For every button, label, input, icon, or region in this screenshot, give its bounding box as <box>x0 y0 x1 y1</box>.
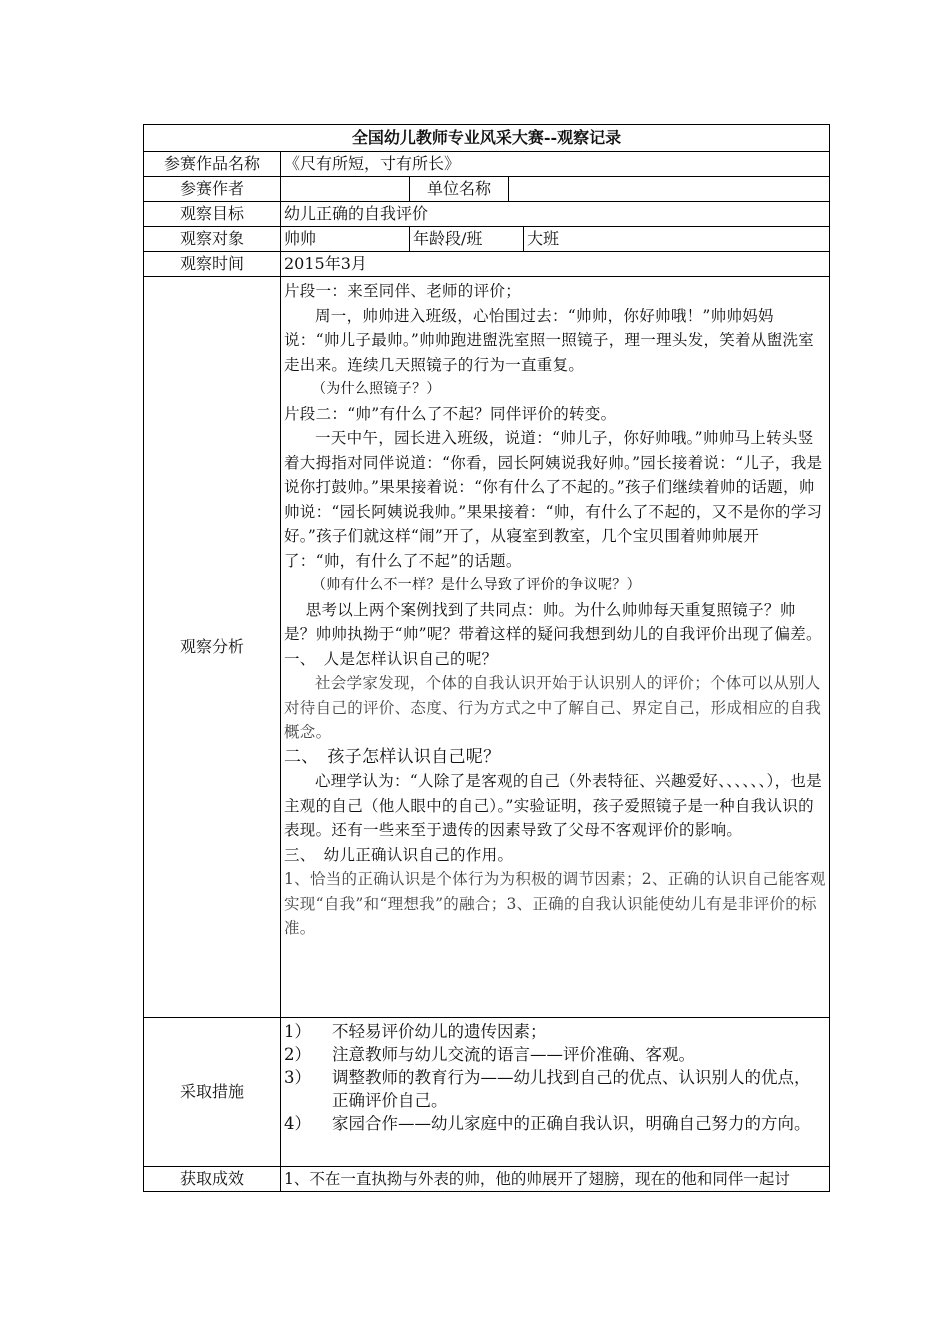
measure-text: 调整教师的教育行为——幼儿找到自己的优点、认识别人的优点，正确评价自己。 <box>332 1068 811 1110</box>
work-name-label: 参赛作品名称 <box>144 152 281 177</box>
author-value <box>281 177 410 202</box>
time-value: 2015年3月 <box>281 252 830 277</box>
analysis-paragraph: 周一，帅帅进入班级，心怡围过去：“帅帅，你好帅哦！”帅帅妈妈说：“帅儿子最帅。”帅帅跑进盥洗室照一照镜子，理一理头发，笑着从盥洗室走出来。连续几天照镜子的行为一直重复。 <box>284 306 815 374</box>
measure-item <box>284 1066 826 1112</box>
form-title: 全国幼儿教师专业风采大赛--观察记录 <box>144 125 830 152</box>
author-label: 参赛作者 <box>144 177 281 202</box>
observation-record-table <box>143 124 830 1192</box>
analysis-paragraph: 1、恰当的正确认识是个体行为为积极的调节因素；2、正确的认识自己能客观实现“自我”和“理想我”的融合；3、正确的自我认识能使幼儿有是非评价的标准。 <box>284 870 826 937</box>
measure-text: 注意教师与幼儿交流的语言——评价准确、客观。 <box>332 1045 695 1064</box>
measure-item <box>284 1043 826 1066</box>
analysis-note: （为什么照镜子？） <box>312 381 441 397</box>
goal-value: 幼儿正确的自我评价 <box>281 202 830 227</box>
analysis-note: （帅有什么不一样？是什么导致了评价的争议呢？） <box>312 577 641 593</box>
measure-number: 4） <box>284 1114 311 1133</box>
analysis-paragraph: 片段一：来至同伴、老师的评价； <box>284 282 522 300</box>
grade-label: 年龄段/班 <box>410 227 524 252</box>
results-content: 1、不在一直执拗与外表的帅，他的帅展开了翅膀，现在的他和同伴一起讨 <box>281 1167 830 1192</box>
analysis-paragraph: 心理学认为：“人除了是客观的自己（外表特征、兴趣爱好、、、、、、），也是主观的自己（他人眼中的自己）。”实验证明，孩子爱照镜子是一种自我认识的表现。还有一些来至于遗传的因素导致了父母不客观评价的影响。 <box>284 772 822 839</box>
measures-label: 采取措施 <box>144 1018 281 1167</box>
analysis-paragraph: 社会学家发现，个体的自我认识开始于认识别人的评价；个体可以从别人对待自己的评价、态度、行为方式之中了解自己、界定自己，形成相应的自我概念。 <box>284 674 822 741</box>
analysis-heading: 三、 幼儿正确认识自己的作用。 <box>284 845 514 864</box>
work-name-value: 《尺有所短，寸有所长》 <box>281 152 830 177</box>
results-label: 获取成效 <box>144 1167 281 1192</box>
analysis-paragraph: 片段二：“帅”有什么了不起？同伴评价的转变。 <box>284 404 617 423</box>
measure-number: 1） <box>284 1022 311 1041</box>
measure-text: 不轻易评价幼儿的遗传因素； <box>332 1022 547 1041</box>
measure-number: 3） <box>284 1068 311 1087</box>
object-value: 帅帅 <box>281 227 410 252</box>
object-label: 观察对象 <box>144 227 281 252</box>
measures-content <box>281 1018 830 1167</box>
analysis-content <box>281 277 830 1018</box>
analysis-paragraph: 一天中午，园长进入班级，说道：“帅儿子，你好帅哦。”帅帅马上转头竖着大拇指对同伴说道：“你看，园长阿姨说我好帅。”园长接着说：“儿子，我是说你打鼓帅。”果果接着说：“你有什么了不起的。”孩子们继续着帅的话题，帅帅说：“园长阿姨说我帅。”果果接着：“帅，有什么了不起的，又不是你的学习好。”孩子们就这样“闹”开了，从寝室到教室，几个宝贝围着帅帅展开了：“帅，有什么了不起”的话题。 <box>284 429 823 570</box>
unit-label: 单位名称 <box>410 177 509 202</box>
analysis-heading: 二、 孩子怎样认识自己呢？ <box>284 746 501 767</box>
analysis-heading: 一、 人是怎样认识自己的呢？ <box>284 649 498 668</box>
measure-item <box>284 1020 826 1043</box>
time-label: 观察时间 <box>144 252 281 277</box>
measure-text: 家园合作——幼儿家庭中的正确自我认识，明确自己努力的方向。 <box>332 1114 811 1133</box>
measure-number: 2） <box>284 1045 311 1064</box>
grade-value: 大班 <box>524 227 830 252</box>
measure-item <box>284 1112 826 1135</box>
unit-value <box>509 177 830 202</box>
analysis-label: 观察分析 <box>144 277 281 1018</box>
analysis-paragraph: 思考以上两个案例找到了共同点：帅。为什么帅帅每天重复照镜子？帅是？帅帅执拗于“帅”呢？带着这样的疑问我想到幼儿的自我评价出现了偏差。 <box>284 600 822 643</box>
goal-label: 观察目标 <box>144 202 281 227</box>
